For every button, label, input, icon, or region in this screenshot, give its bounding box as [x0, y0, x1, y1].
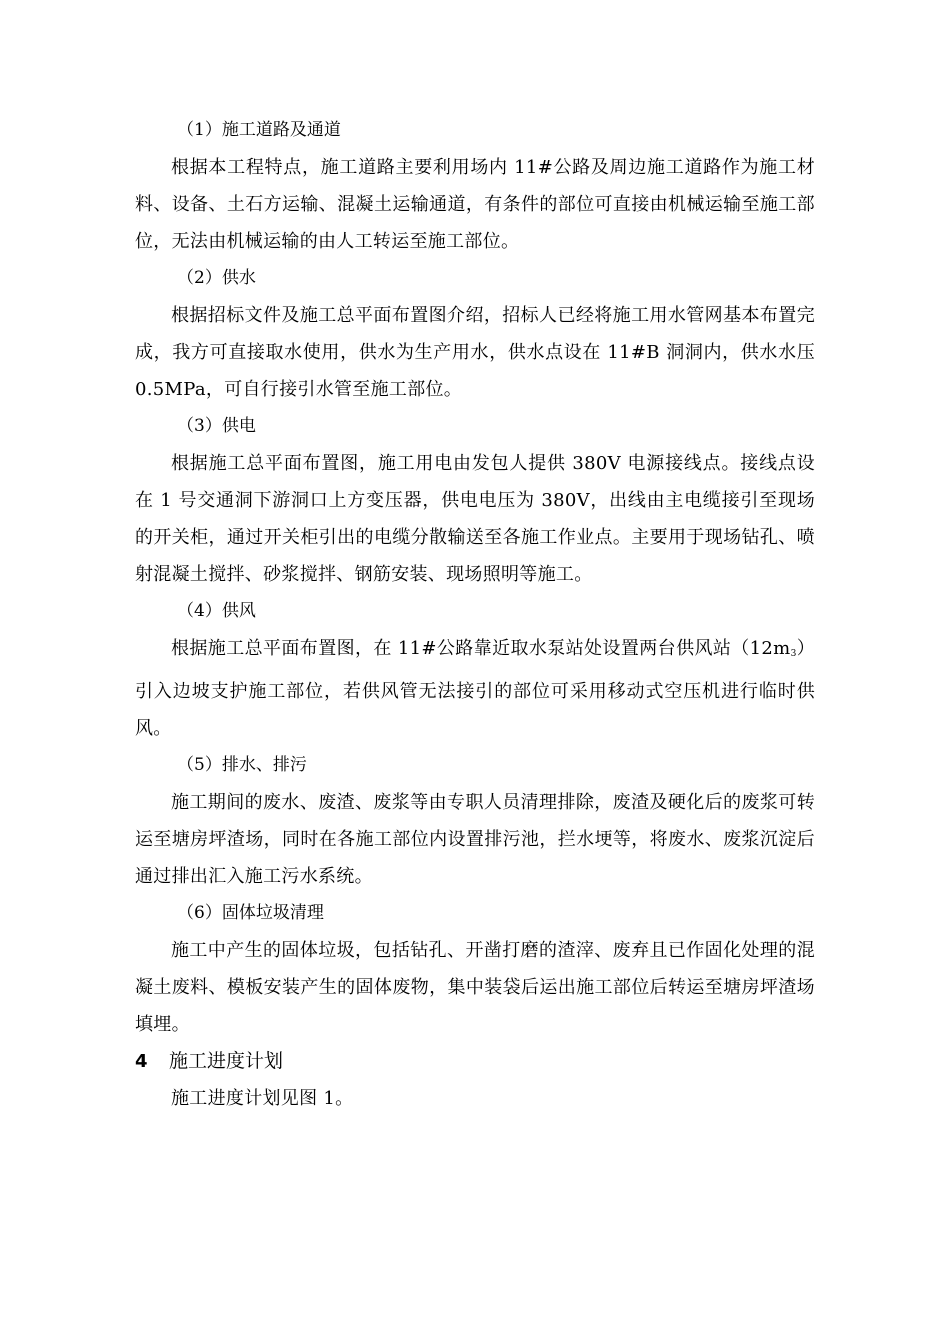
- subheading-air-supply: （4）供风: [177, 601, 256, 621]
- paragraph-water-supply: 根据招标文件及施工总平面布置图介绍，招标人已经将施工用水管网基本布置完成，我方可直接取水使用，供水为生产用水，供水点设在 11#B 洞洞内，供水水压 0.5MPa，可自行接引水管至施工部位。: [135, 305, 815, 400]
- subheading-roads: （1）施工道路及通道: [177, 120, 341, 140]
- document-content: [135, 112, 815, 1117]
- paragraph-drainage: 施工期间的废水、废渣、废浆等由专职人员清理排除，废渣及硬化后的废浆可转运至塘房坪渣场，同时在各施工部位内设置排污池，拦水埂等，将废水、废浆沉淀后通过排出汇入施工污水系统。: [135, 792, 815, 887]
- air-supply-unit-subscript: 3: [790, 649, 797, 659]
- air-supply-text-after: ）引入边坡支护施工部位，若供风管无法接引的部位可采用移动式空压机进行临时供风。: [135, 638, 815, 739]
- chapter-number: 4: [135, 1051, 148, 1072]
- subheading-water-supply: （2）供水: [177, 268, 256, 288]
- paragraph-power-supply: 根据施工总平面布置图，施工用电由发包人提供 380V 电源接线点。接线点设在 1 号交通洞下游洞口上方变压器，供电电压为 380V，出线由主电缆接引至现场的开关柜，通过开关柜引出的电缆分散输送至各施工作业点。主要用于现场钻孔、喷射混凝土搅拌、砂浆搅拌、钢筋安装、现场照明等施工。: [135, 453, 815, 585]
- paragraph-roads: 根据本工程特点，施工道路主要利用场内 11#公路及周边施工道路作为施工材料、设备、土石方运输、混凝土运输通道，有条件的部位可直接由机械运输至施工部位，无法由机械运输的由人工转运至施工部位。: [135, 157, 815, 252]
- subheading-drainage: （5）排水、排污: [177, 755, 307, 775]
- subheading-power-supply: （3）供电: [177, 416, 256, 436]
- subheading-solid-waste: （6）固体垃圾清理: [177, 903, 324, 923]
- paragraph-air-supply: [135, 630, 815, 747]
- air-supply-text-before: 根据施工总平面布置图，在 11#公路靠近取水泵站处设置两台供风站（12m: [171, 638, 791, 659]
- paragraph-solid-waste: 施工中产生的固体垃圾，包括钻孔、开凿打磨的渣滓、废弃且已作固化处理的混凝土废料、模板安装产生的固体废物，集中装袋后运出施工部位后转运至塘房坪渣场填埋。: [135, 940, 815, 1035]
- paragraph-schedule: 施工进度计划见图 1。: [171, 1088, 354, 1109]
- chapter-title: 施工进度计划: [169, 1050, 284, 1072]
- chapter-heading: [135, 1043, 815, 1080]
